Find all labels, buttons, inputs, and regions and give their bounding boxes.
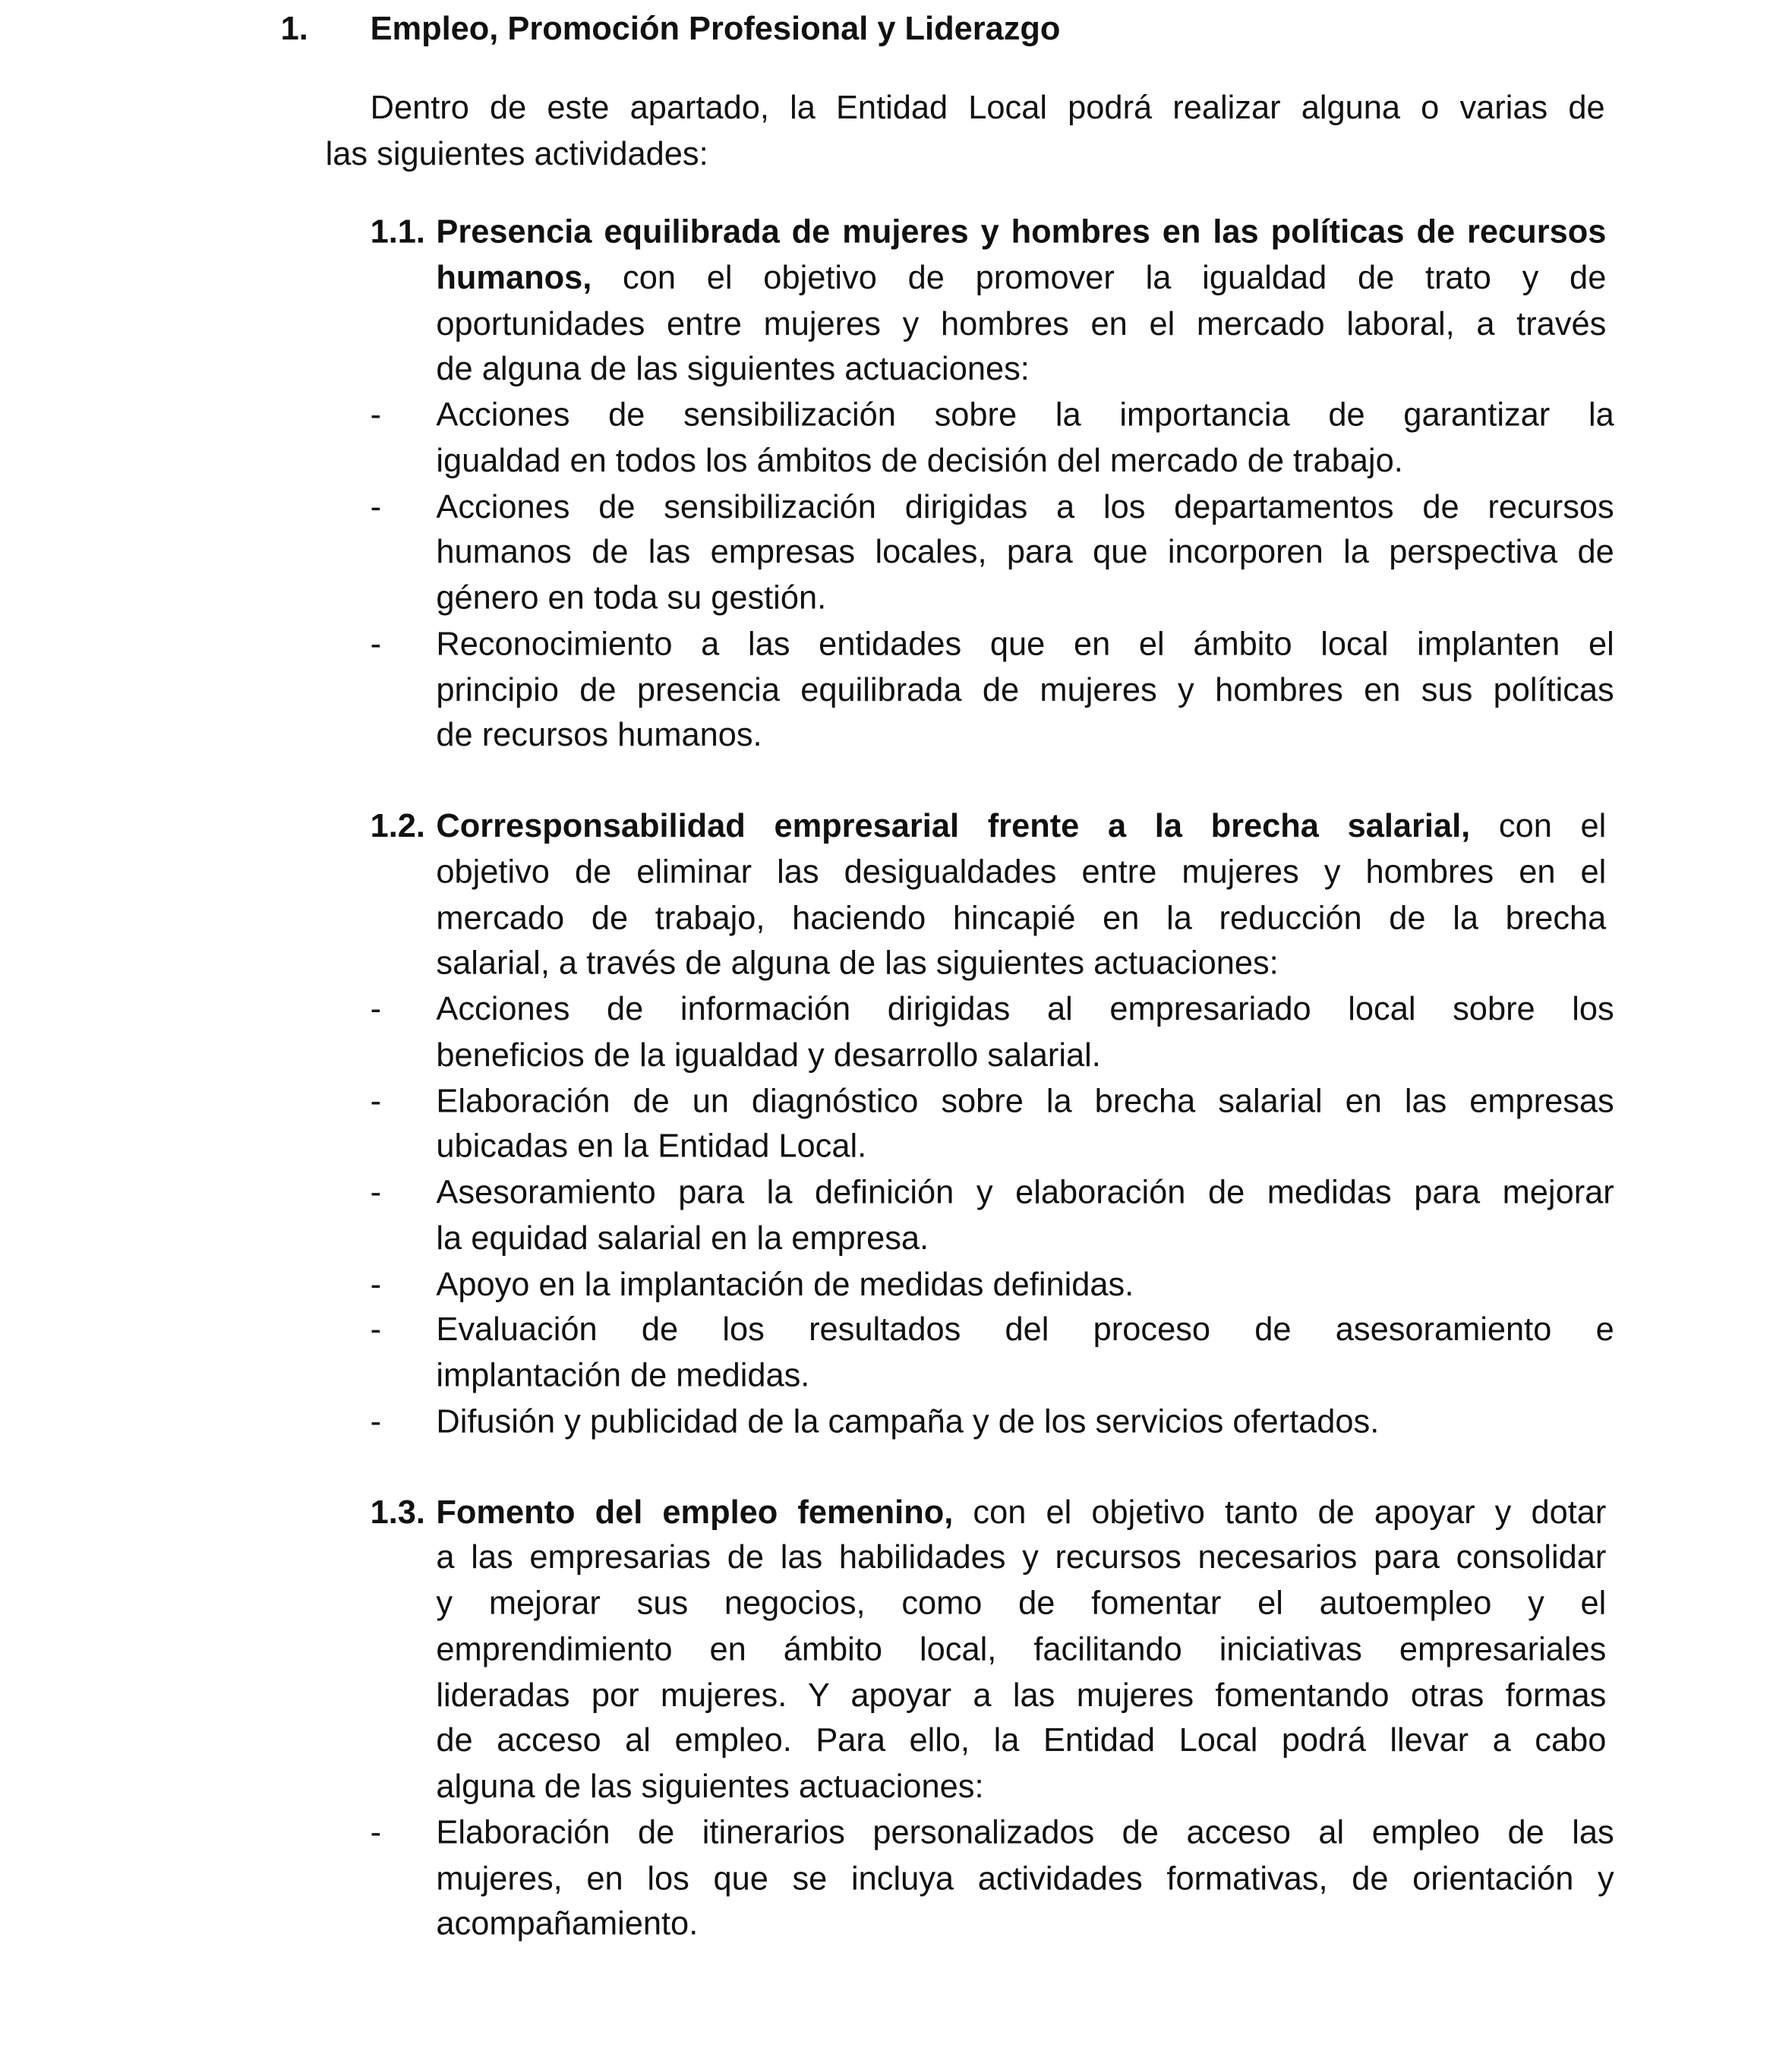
intro-line: Dentro de este apartado, la Entidad Local podrá realizar alguna o varias de: [370, 90, 1605, 127]
bold-lead-text: Corresponsabilidad empresarial frente a la brecha salarial,: [436, 807, 1471, 845]
subsection-paragraph: [436, 804, 1606, 987]
line-text: alguna de las siguientes actuaciones:: [436, 1768, 984, 1806]
paragraph-line: [436, 1627, 1606, 1673]
bullet-item: [370, 393, 1614, 484]
bullet-dash: -: [370, 487, 382, 525]
intro-line: las siguientes actividades:: [325, 135, 708, 172]
bullet-item: [370, 1810, 1614, 1948]
bullet-dash: -: [370, 1174, 382, 1211]
bullet-dash: -: [370, 396, 382, 434]
line-text: con el objetivo de promover la igualdad de trato y de: [592, 259, 1607, 297]
subsection-3: [371, 1490, 1614, 1948]
bullet-item: [370, 1399, 1614, 1444]
line-text: salarial, a través de alguna de las siguientes actuaciones:: [436, 945, 1279, 983]
bold-lead-text: humanos,: [436, 259, 592, 297]
bullet-line: Difusión y publicidad de la campaña y de los servicios ofertados.: [436, 1402, 1380, 1440]
paragraph-line: [436, 895, 1606, 941]
bullet-item: [370, 1262, 1614, 1308]
paragraph-line: [436, 347, 1606, 393]
bullet-item: [370, 1078, 1614, 1170]
line-text: y mejorar sus negocios, como de fomentar el autoempleo y el: [436, 1585, 1607, 1623]
paragraph-line: [436, 1490, 1606, 1535]
bullet-line: Elaboración de un diagnóstico sobre la brecha salarial en las empresas: [436, 1082, 1614, 1120]
subsection-number: 1.1.: [370, 213, 425, 251]
bullet-line: humanos de las empresas locales, para que incorporen la perspectiva de: [436, 534, 1614, 571]
bullet-line: Acciones de información dirigidas al empresariado local sobre los: [436, 990, 1614, 1028]
bullet-line: mujeres, en los que se incluya actividades formativas, de orientación y: [436, 1860, 1614, 1897]
paragraph-line: [436, 1718, 1606, 1764]
line-text: con el: [1470, 807, 1607, 845]
line-text: objetivo de eliminar las desigualdades entre mujeres y hombres en el: [436, 853, 1607, 891]
bullet-line: género en toda su gestión.: [436, 579, 827, 617]
heading-title: Empleo, Promoción Profesional y Liderazgo: [370, 10, 1061, 48]
bullet-item: [370, 987, 1614, 1079]
bullet-line: Elaboración de itinerarios personalizados de acceso al empleo de las: [436, 1814, 1614, 1851]
bullet-item: [370, 1170, 1614, 1262]
line-text: emprendimiento en ámbito local, facilitando iniciativas empresariales: [436, 1630, 1607, 1668]
bullet-line: Apoyo en la implantación de medidas definidas.: [436, 1265, 1134, 1303]
paragraph-line: [436, 1535, 1606, 1581]
line-text: con el objetivo tanto de apoyar y dotar: [953, 1493, 1607, 1531]
line-text: mercado de trabajo, haciendo hincapié en la reducción de la brecha: [436, 899, 1607, 936]
bullet-line: Reconocimiento a las entidades que en el ámbito local implanten el: [436, 625, 1614, 663]
bullet-dash: -: [370, 1814, 382, 1851]
bullet-dash: -: [370, 625, 382, 663]
bullet-line: acompañamiento.: [436, 1905, 699, 1943]
subsection-paragraph: [436, 1490, 1606, 1810]
subsection-paragraph: [436, 210, 1606, 393]
bullet-line: Acciones de sensibilización dirigidas a los departamentos de recursos: [436, 487, 1614, 525]
bold-lead-text: Presencia equilibrada de mujeres y hombres en las políticas de recursos: [436, 213, 1607, 251]
paragraph-line: [436, 1673, 1606, 1718]
bullet-dash: -: [370, 1265, 382, 1303]
paragraph-line: [436, 941, 1606, 986]
line-text: lideradas por mujeres. Y apoyar a las mujeres fomentando otras formas: [436, 1677, 1607, 1714]
paragraph-line: [436, 210, 1606, 255]
bullet-line: igualdad en todos los ámbitos de decisión del mercado de trabajo.: [436, 442, 1403, 480]
bullet-item: [370, 1308, 1614, 1399]
bullet-line: de recursos humanos.: [436, 717, 762, 755]
bullet-line: Acciones de sensibilización sobre la importancia de garantizar la: [436, 396, 1614, 434]
paragraph-line: [436, 850, 1606, 895]
section-heading: [281, 7, 1598, 52]
subsection-number: 1.3.: [370, 1493, 425, 1531]
bullet-dash: -: [370, 990, 382, 1028]
bullet-line: Evaluación de los resultados del proceso de asesoramiento e: [436, 1311, 1614, 1349]
line-text: de alguna de las siguientes actuaciones:: [436, 351, 1030, 388]
paragraph-line: [436, 255, 1606, 301]
subsection-1: [371, 210, 1614, 759]
bullet-dash: -: [370, 1402, 382, 1440]
line-text: de acceso al empleo. Para ello, la Entidad Local podrá llevar a cabo: [436, 1722, 1607, 1760]
subsections: [371, 210, 1614, 1992]
intro-paragraph: [326, 86, 1605, 178]
paragraph-line: [436, 1765, 1606, 1810]
bullet-line: Asesoramiento para la definición y elaboración de medidas para mejorar: [436, 1174, 1614, 1211]
bullet-line: implantación de medidas.: [436, 1357, 810, 1394]
subsection-number: 1.2.: [370, 807, 425, 845]
bullet-line: ubicadas en la Entidad Local.: [436, 1128, 867, 1166]
subsection-2: [371, 804, 1614, 1445]
bold-lead-text: Fomento del empleo femenino,: [436, 1493, 954, 1531]
bullet-item: [370, 484, 1614, 622]
line-text: oportunidades entre mujeres y hombres en el mercado laboral, a través: [436, 304, 1607, 342]
bullet-dash: -: [370, 1082, 382, 1120]
paragraph-line: [436, 1581, 1606, 1626]
bullet-line: principio de presencia equilibrada de mujeres y hombres en sus políticas: [436, 671, 1614, 708]
bullet-line: la equidad salarial en la empresa.: [436, 1219, 929, 1257]
bullet-item: [370, 622, 1614, 759]
line-text: a las empresarias de las habilidades y recursos necesarios para consolidar: [436, 1539, 1607, 1576]
bullet-line: beneficios de la igualdad y desarrollo salarial.: [436, 1036, 1101, 1074]
paragraph-line: [436, 301, 1606, 347]
bullet-dash: -: [370, 1311, 382, 1349]
paragraph-line: [436, 804, 1606, 850]
heading-number: 1.: [280, 10, 308, 48]
